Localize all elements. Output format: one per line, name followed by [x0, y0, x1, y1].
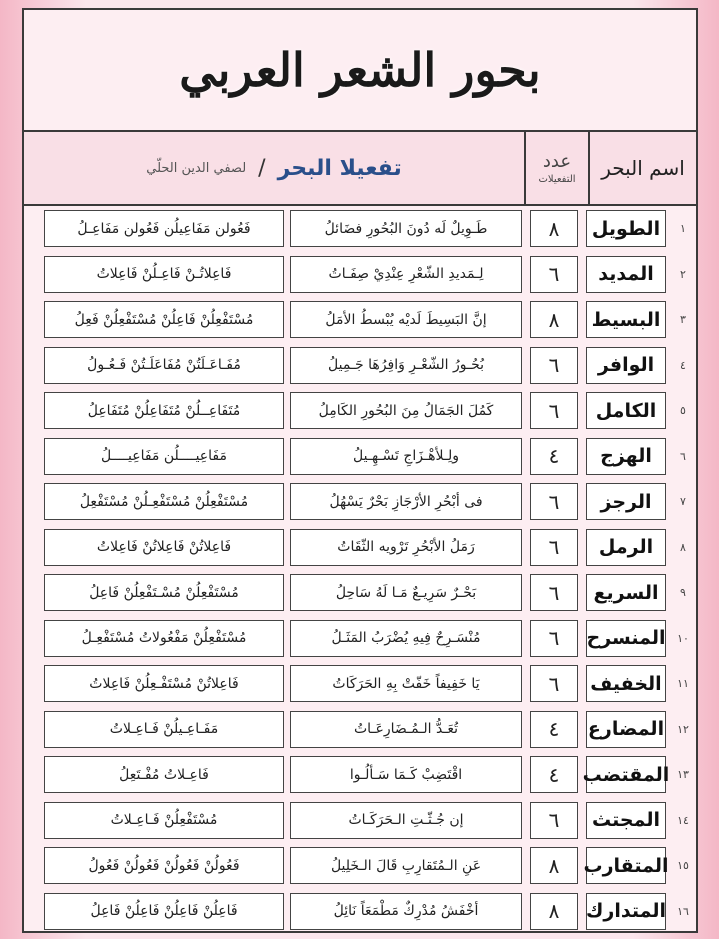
tafila: مُسْتَفْعِلُنْ فَاعِلُنْ مُسْتَفْعِلُنْ فَعِلُ [44, 301, 284, 338]
tafila-count: ٨ [530, 301, 578, 338]
header-count-label: عدد [542, 151, 572, 172]
table-row [24, 206, 696, 252]
tafila-count: ٦ [530, 347, 578, 384]
table-header [24, 130, 696, 206]
tafila-count: ٦ [530, 665, 578, 702]
verse: عَنِ الـمُتَقارِبِ قَالَ الـخَلِيلُ [290, 847, 522, 884]
row-number: ٥ [680, 404, 686, 418]
row-number: ٨ [680, 540, 686, 554]
row-number: ٣ [680, 313, 686, 327]
verse: يَا خَفِيفاً خَفّتْ بِهِ الحَرَكَاتُ [290, 665, 522, 702]
tafila-count: ٦ [530, 574, 578, 611]
table-row [24, 479, 696, 525]
row-number: ١٢ [677, 722, 689, 736]
row-number: ٤ [680, 358, 686, 372]
table-row [24, 661, 696, 707]
tafila: فَاعِلُنْ فَاعِلُنْ فَاعِلُنْ فَاعِلُ [44, 893, 284, 930]
table-sheet [22, 8, 698, 933]
table-row [24, 252, 696, 298]
bahr-name: المنسرح [586, 620, 666, 657]
bahr-name: البسيط [586, 301, 666, 338]
table-row [24, 843, 696, 889]
tafila: مُسْتَفْعِلُنْ مَفْعُولاتُ مُسْتَفْعِـلُ [44, 620, 284, 657]
tafila-count: ٦ [530, 802, 578, 839]
tafila-count: ٤ [530, 711, 578, 748]
tafila-count: ٦ [530, 256, 578, 293]
table-body [24, 206, 696, 934]
title-box [24, 10, 696, 130]
tafila: فَاعِلاتُـنْ فَاعِـلُنْ فَاعِلاتُ [44, 256, 284, 293]
row-number: ٦ [680, 449, 686, 463]
bahr-name: المديد [586, 256, 666, 293]
tafila: مُسْتَفْعِلُنْ مُسْتَفْعِـلُنْ مُسْتَفْعِلُ [44, 483, 284, 520]
row-number: ١٤ [677, 813, 689, 827]
tafila: مُسْتَفْعِلُنْ فَـاعِـلاتُ [44, 802, 284, 839]
row-number: ١١ [677, 677, 689, 691]
verse: لِـمَديدِ الشّعْرِ عِنْدِيْ صِفَـاتُ [290, 256, 522, 293]
table-row [24, 297, 696, 343]
verse: اقْتَضِبْ كَـمَا سَـألُـوا [290, 756, 522, 793]
tafila-count: ٨ [530, 893, 578, 930]
page-title: بحور الشعر العربي [179, 43, 541, 97]
table-row [24, 388, 696, 434]
verse: تُعَـدُّ الـمُـضَارِعَـاتُ [290, 711, 522, 748]
bahr-name: الهزج [586, 438, 666, 475]
tafila: مُسْتَفْعِلُنْ مُسْـتَفْعِلُنْ فَاعِلُ [44, 574, 284, 611]
verse: فى أبْحُرِ الأرْجَازِ بَحْرٌ يَسْهُلُ [290, 483, 522, 520]
tafila-count: ٨ [530, 847, 578, 884]
verse: إن جُـثّـتِ الـحَرَكَـاتُ [290, 802, 522, 839]
row-number: ١٦ [677, 904, 689, 918]
tafila: فَاعِلاتُنْ فَاعِلاتُنْ فَاعِلاتُ [44, 529, 284, 566]
verse: رَمَلُ الأبْحُرِ تَرْويه الثّقَاتُ [290, 529, 522, 566]
bahr-name: المقتضب [586, 756, 666, 793]
row-number: ١ [680, 222, 686, 236]
bahr-name: الوافر [586, 347, 666, 384]
verse: إنَّ البَسِيطَ لَديْه يُبْسطُ الأمَلُ [290, 301, 522, 338]
header-count [524, 132, 588, 204]
bahr-name: السريع [586, 574, 666, 611]
tafila-count: ٦ [530, 620, 578, 657]
bahr-name: المتدارك [586, 893, 666, 930]
tafila: مَفَـاعِـيلُنْ فَـاعِـلاتُ [44, 711, 284, 748]
header-tafila [24, 132, 524, 204]
table-row [24, 434, 696, 480]
row-number: ٢ [680, 267, 686, 281]
header-tafila-label: تفعيلا البحر [277, 155, 402, 181]
tafila: فَاعِلاتُنْ مُسْتَفْـعِلُنْ فَاعِلاتُ [44, 665, 284, 702]
tafila-count: ٦ [530, 483, 578, 520]
verse: بُحُـورُ الشّعْـرِ وَافِرُهَا جَـمِيلُ [290, 347, 522, 384]
table-row [24, 707, 696, 753]
table-row [24, 798, 696, 844]
table-row [24, 343, 696, 389]
row-number: ١٣ [677, 768, 689, 782]
table-row [24, 525, 696, 571]
row-number: ٧ [680, 495, 686, 509]
bahr-name: المضارع [586, 711, 666, 748]
verse: أخْفَشُ مُدْرِكٌ مَطْمَعَاً نَائِلُ [290, 893, 522, 930]
bahr-name: الكامل [586, 392, 666, 429]
tafila: مُفَـاعَـلَتُنْ مُفَاعَلَـتُنْ فَـعُـولُ [44, 347, 284, 384]
table-row [24, 752, 696, 798]
bahr-name: المتقارب [586, 847, 666, 884]
tafila: فَاعِـلاتُ مُفْـتَعِلُ [44, 756, 284, 793]
tafila: فَعُولُنْ فَعُولُنْ فَعُولُنْ فَعُولُ [44, 847, 284, 884]
header-count-sub: التفعيلات [538, 174, 576, 185]
tafila-count: ٤ [530, 438, 578, 475]
bahr-name: الرجز [586, 483, 666, 520]
verse: بَحْـرٌ سَرِيـعٌ مَـا لَهُ سَاحِلُ [290, 574, 522, 611]
row-number: ١٥ [677, 859, 689, 873]
tafila-count: ٨ [530, 210, 578, 247]
bahr-name: الخفيف [586, 665, 666, 702]
table-row [24, 616, 696, 662]
tafila: مُتَفَاعِــلُنْ مُتَفَاعِلُنْ مُتَفَاعِلُ [44, 392, 284, 429]
tafila: فَعُولن مَفَاعِيلُن فَعُولن مَفَاعِـلُ [44, 210, 284, 247]
bahr-name: الطويل [586, 210, 666, 247]
table-row [24, 889, 696, 935]
table-row [24, 570, 696, 616]
verse: طَـوِيلٌ لَه دُونَ البُحُورِ فضَائلُ [290, 210, 522, 247]
verse: ولِـلأهْـزَاجِ تَسْـهِـيلُ [290, 438, 522, 475]
header-author: لصفي الدين الحلّي [146, 160, 247, 176]
row-number: ١٠ [677, 631, 689, 645]
header-bahr-name: اسم البحر [588, 132, 696, 204]
tafila-count: ٦ [530, 529, 578, 566]
verse: مُنْسَـرِحٌ فِيهِ يُضْرَبُ المَثَـلُ [290, 620, 522, 657]
header-separator: / [258, 155, 266, 181]
bahr-name: المجتث [586, 802, 666, 839]
tafila: مَفَاعِيــــلُن مَفَاعِيــــلُ [44, 438, 284, 475]
row-number: ٩ [680, 586, 686, 600]
bahr-name: الرمل [586, 529, 666, 566]
verse: كَمُلَ الجَمَالُ مِنَ البُحُورِ الكَامِلُ [290, 392, 522, 429]
tafila-count: ٤ [530, 756, 578, 793]
tafila-count: ٦ [530, 392, 578, 429]
